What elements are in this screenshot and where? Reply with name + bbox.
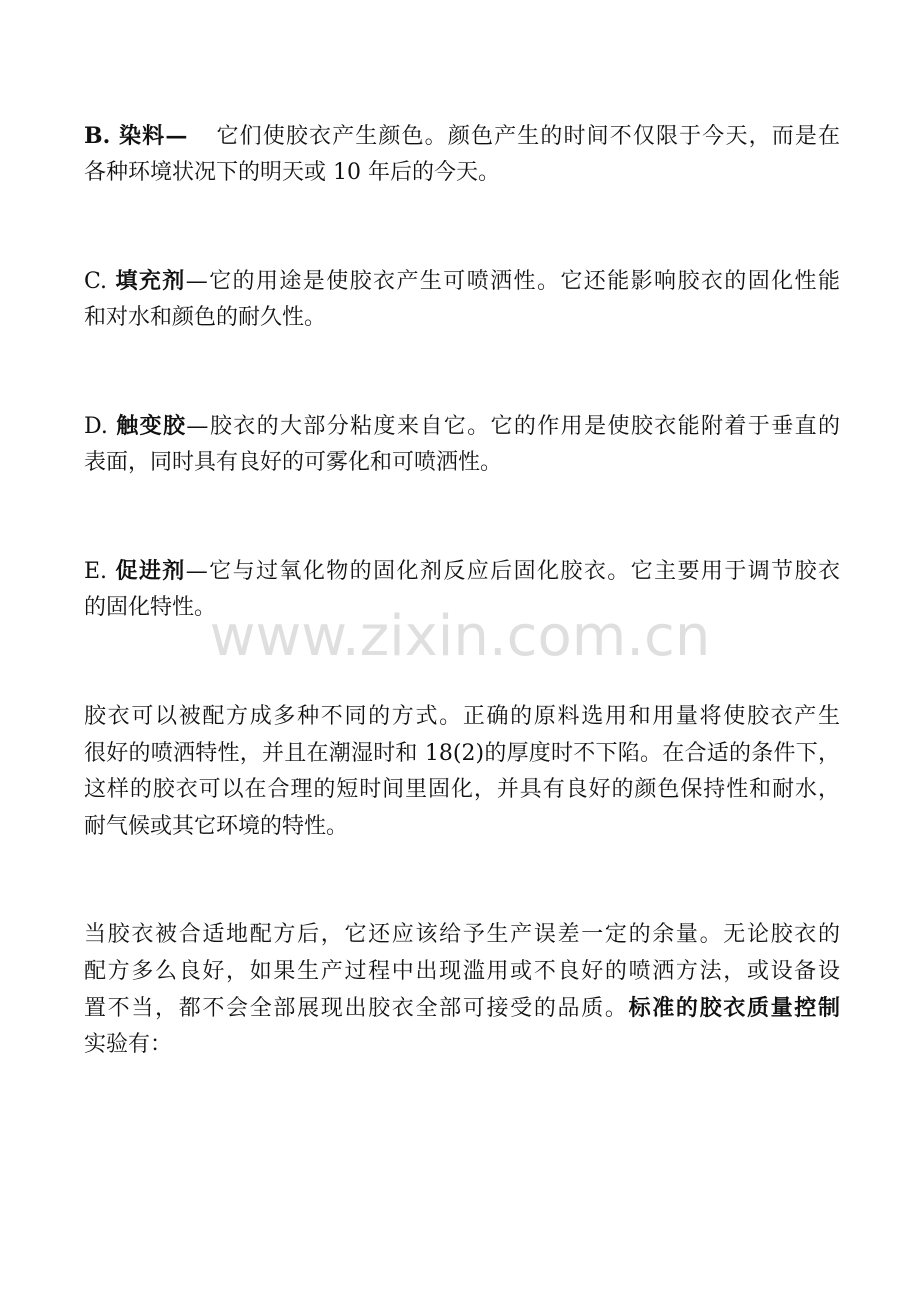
watermark: www.zixin.com.cn bbox=[209, 604, 711, 669]
paragraph-line: 耐气候或其它环境的特性。 bbox=[84, 813, 349, 839]
paragraph-line: 这样的胶衣可以在合理的短时间里固化，并具有良好的颜色保持性和耐水， bbox=[84, 777, 840, 802]
paragraph-line: 配方多么良好，如果生产过程中出现滥用或不良好的喷洒方法，或设备设 bbox=[84, 958, 840, 984]
tolerance-text: 置不当，都不会全部展现出胶衣全部可接受的品质。 bbox=[84, 996, 629, 1021]
paragraph-line: 很好的喷洒特性，并且在潮湿时和 18(2)的厚度时不下陷。在合适的条件下， bbox=[84, 740, 840, 766]
paragraph-tolerance bbox=[84, 917, 840, 1063]
paragraph-line: 和对水和颜色的耐久性。 bbox=[84, 304, 327, 330]
item-prefix: E. bbox=[84, 559, 116, 584]
paragraph-line: 各种环境状况下的明天或 10 年后的今天。 bbox=[84, 159, 500, 185]
term-fillers: 填充剂 bbox=[115, 268, 186, 294]
paragraph-line: 当胶衣被合适地配方后，它还应该给予生产误差一定的余量。无论胶衣的 bbox=[84, 922, 840, 947]
item-prefix: D. bbox=[84, 414, 117, 439]
paragraph-line bbox=[84, 408, 840, 445]
paragraph-line bbox=[84, 990, 840, 1027]
paragraph-line bbox=[84, 553, 840, 590]
term-promoter: 促进剂 bbox=[115, 558, 186, 584]
paragraph-thixotrope bbox=[84, 408, 840, 481]
paragraph-fillers bbox=[84, 263, 840, 336]
item-prefix: C. bbox=[84, 269, 116, 294]
thixotrope-text: —胶衣的大部分粘度来自它。它的作用是使胶衣能附着于垂直的 bbox=[186, 414, 840, 439]
paragraph-promoter bbox=[84, 553, 840, 626]
term-thixotrope: 触变胶 bbox=[116, 413, 187, 439]
fillers-text: —它的用途是使胶衣产生可喷洒性。它还能影响胶衣的固化性能 bbox=[185, 269, 840, 294]
paragraph-line bbox=[84, 118, 840, 155]
paragraph-formulation bbox=[84, 699, 840, 845]
paragraph-line: 的固化特性。 bbox=[84, 594, 217, 620]
paragraph-line bbox=[84, 263, 840, 300]
dyes-text: 它们使胶衣产生颜色。颜色产生的时间不仅限于今天，而是在 bbox=[215, 124, 840, 149]
paragraph-line: 表面，同时具有良好的可雾化和可喷洒性。 bbox=[84, 449, 503, 475]
term-dyes: B. 染料— bbox=[84, 123, 188, 149]
paragraph-line: 实验有： bbox=[84, 1031, 173, 1057]
paragraph-line: 胶衣可以被配方成多种不同的方式。正确的原料选用和用量将使胶衣产生 bbox=[84, 704, 840, 729]
promoter-text: —它与过氧化物的固化剂反应后固化胶衣。它主要用于调节胶衣 bbox=[185, 559, 840, 584]
paragraph-dyes bbox=[84, 118, 840, 191]
quality-control-heading: 标准的胶衣质量控制 bbox=[628, 995, 840, 1021]
